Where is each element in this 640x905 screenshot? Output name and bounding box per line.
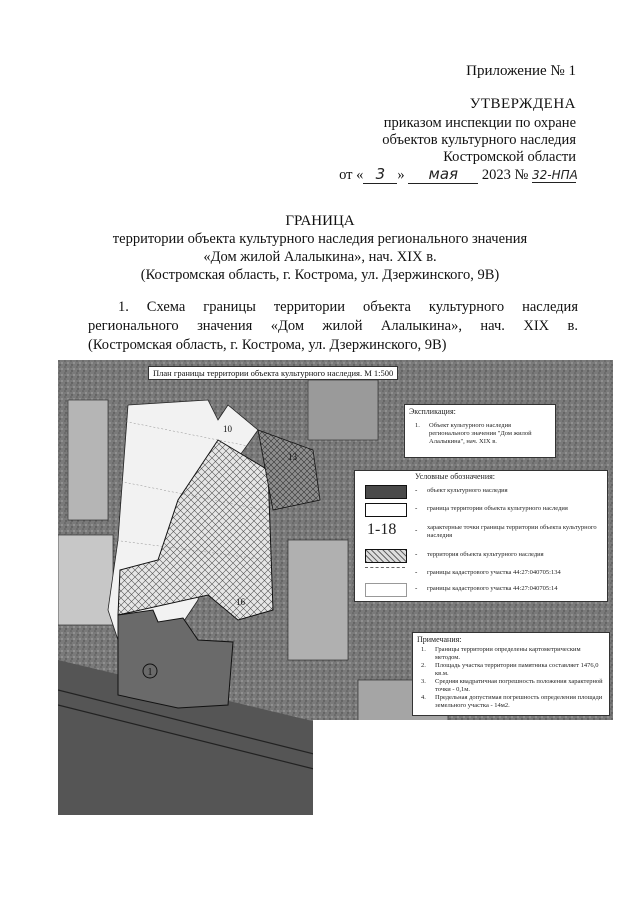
cadastral-map [58, 360, 613, 815]
title-line-2: «Дом жилой Алалыкина», нач. XIX в. [203, 249, 437, 265]
note-4: Предельная допустимая погрешность определения площади земельного участка - 14м2. [435, 694, 603, 709]
legend-dash-1: - [415, 486, 418, 494]
object-number: 1 [147, 667, 153, 678]
approval-date-line [339, 165, 576, 184]
map-blank-corner [313, 720, 613, 815]
annex-label: Приложение № 1 [466, 63, 576, 79]
note-num-3: 3. [421, 678, 426, 685]
note-2: Площадь участка территории памятника составляет 1476,0 кв.м. [435, 662, 599, 677]
approval-line-1: приказом инспекции по охране [383, 115, 576, 131]
paragraph-line-1: 1. Схема границы территории объекта культурного наследия [118, 299, 578, 315]
explication-item-num: 1. [415, 422, 420, 429]
plan-label: План границы территории объекта культурного наследия. М 1:500 [148, 366, 398, 380]
approved-heading: УТВЕРЖДЕНА [469, 96, 576, 112]
note-num-1: 1. [421, 646, 426, 653]
legend-symbol-boundary [365, 503, 407, 517]
legend-symbol-object [365, 485, 407, 499]
explication-title: Экспликация: [409, 407, 456, 416]
legend-box [354, 470, 608, 602]
note-1: Границы территории определены картометрическим методом. [435, 646, 581, 661]
title-line-1: территории объекта культурного наследия регионального значения [112, 231, 528, 247]
legend-title: Условные обозначения: [415, 472, 496, 481]
document-heading: ГРАНИЦА [285, 213, 355, 229]
legend-symbol-points: 1-18 [367, 521, 397, 538]
approval-line-3: Костромской области [443, 149, 576, 165]
explication-box [404, 404, 556, 458]
point-label-16: 16 [236, 597, 245, 607]
legend-dash-5: - [415, 568, 418, 576]
note-num-2: 2. [421, 662, 426, 669]
date-month-handwritten: мая [408, 165, 478, 184]
paragraph-line-3: (Костромская область, г. Кострома, ул. Дзержинского, 9В) [88, 337, 447, 353]
notes-box [412, 632, 610, 716]
legend-dash-4: - [415, 550, 418, 558]
legend-item-points: характерные точки границы территории объекта культурного наследия [427, 524, 597, 539]
date-mid: » [397, 167, 405, 183]
legend-item-boundary: граница территории объекта культурного наследия [427, 505, 568, 512]
point-label-13: 13 [288, 452, 297, 462]
legend-dash-6: - [415, 584, 418, 592]
legend-dash-3: - [415, 526, 418, 534]
paragraph-line-2: регионального значения «Дом жилой Алалыкина», нач. XIX в. [88, 318, 578, 334]
legend-item-object: объект культурного наследия [427, 487, 508, 494]
legend-item-cadastral-14: границы кадастрового участка 44:27:040705:14 [427, 585, 558, 592]
legend-symbol-cadastral-134 [365, 567, 405, 580]
title-line-3: (Костромская область, г. Кострома, ул. Дзержинского, 9В) [140, 267, 500, 283]
section-paragraph [88, 298, 578, 355]
legend-symbol-cadastral-14 [365, 583, 407, 597]
date-day-handwritten: 3 [363, 165, 397, 184]
legend-item-territory: территория объекта культурного наследия [427, 551, 544, 558]
notes-title: Примечания: [417, 635, 462, 644]
date-prefix: от « [339, 167, 364, 183]
legend-symbol-territory [365, 549, 407, 563]
approval-line-2: объектов культурного наследия [382, 132, 576, 148]
legend-dash-2: - [415, 504, 418, 512]
legend-item-cadastral-134: границы кадастрового участка 44:27:040705:134 [427, 569, 561, 576]
point-label-10: 10 [223, 424, 232, 434]
date-year: 2023 № [481, 167, 529, 183]
explication-item-text: Объект культурного наследия регионального значения "Дом жилой Алалыкина", нач. XIX в. [429, 422, 532, 445]
note-num-4: 4. [421, 694, 426, 701]
note-3: Средняя квадратичная погрешность положения характерной точки - 0,1м. [435, 678, 603, 693]
order-number-handwritten: 32-НПА [532, 168, 578, 182]
